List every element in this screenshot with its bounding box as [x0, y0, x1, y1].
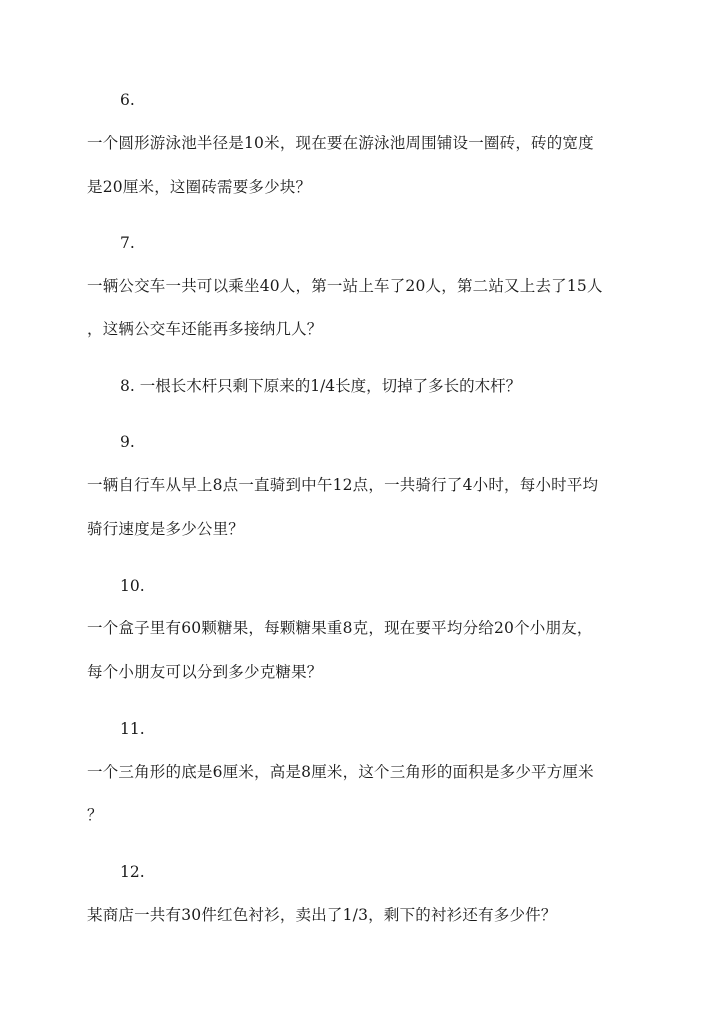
question-11-line-1: 一个三角形的底是6厘米，高是8厘米，这个三角形的面积是多少平方厘米	[87, 763, 594, 781]
question-7-line-1: 一辆公交车一共可以乘坐40人，第一站上车了20人，第二站又上去了15人	[87, 277, 603, 295]
question-9-line-2: 骑行速度是多少公里？	[87, 520, 245, 538]
question-6-number: 6.	[120, 91, 135, 109]
question-11-number: 11.	[120, 720, 145, 738]
question-6-line-1: 一个圆形游泳池半径是10米，现在要在游泳池周围铺设一圈砖，砖的宽度	[87, 134, 594, 152]
question-12-line-1: 某商店一共有30件红色衬衫，卖出了1/3，剩下的衬衫还有多少件？	[87, 906, 557, 924]
question-12-number: 12.	[120, 863, 145, 881]
question-6-line-2: 是20厘米，这圈砖需要多少块？	[87, 178, 312, 196]
question-10-line-1: 一个盒子里有60颗糖果，每颗糖果重8克，现在要平均分给20个小朋友，	[87, 619, 593, 637]
question-7-line-2: ，这辆公交车还能再多接纳几人？	[87, 320, 323, 338]
question-9-line-1: 一辆自行车从早上8点一直骑到中午12点，一共骑行了4小时，每小时平均	[87, 476, 599, 494]
question-10-number: 10.	[120, 577, 145, 595]
question-10-line-2: 每个小朋友可以分到多少克糖果？	[87, 663, 323, 681]
question-7-number: 7.	[120, 234, 135, 252]
question-8-text: 8. 一根长木杆只剩下原来的1/4长度，切掉了多长的木杆？	[120, 377, 522, 395]
question-11-line-2: ？	[87, 806, 103, 824]
question-9-number: 9.	[120, 433, 135, 451]
